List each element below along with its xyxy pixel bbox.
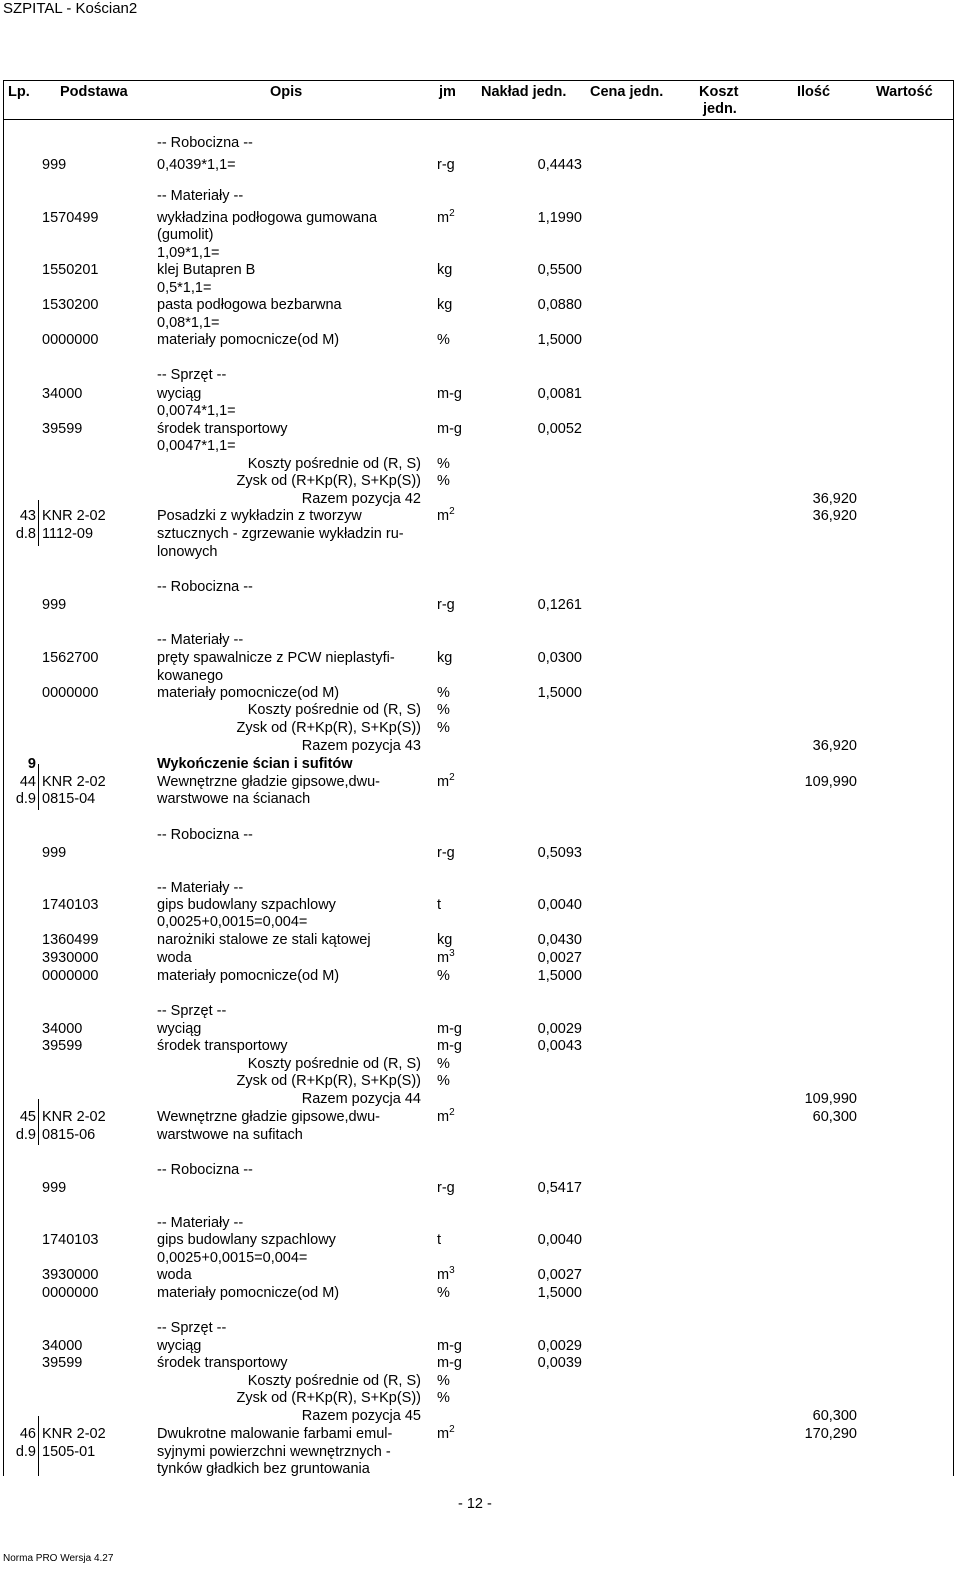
cell-naklad: 0,0039 bbox=[537, 1355, 582, 1371]
cell-ropis: Zysk od (R+Kp(R), S+Kp(S)) bbox=[236, 1073, 421, 1089]
cell-opis: środek transportowy bbox=[157, 1355, 288, 1371]
cell-ropis: Razem pozycja 44 bbox=[301, 1091, 421, 1107]
cell-opis: -- Robocizna -- bbox=[157, 135, 253, 151]
cell-wartosc: 60,300 bbox=[812, 1408, 857, 1424]
cell-opis: materiały pomocnicze(od M) bbox=[157, 968, 340, 984]
cell-opis: gips budowlany szpachlowy bbox=[157, 897, 336, 913]
cell-kod: 34000 bbox=[42, 386, 83, 402]
cell-ropis: Koszty pośrednie od (R, S) bbox=[247, 456, 421, 472]
cell-opis: 1,09*1,1= bbox=[157, 245, 220, 261]
cell-opis: 0,0047*1,1= bbox=[157, 438, 236, 454]
cell-opis: klej Butapren B bbox=[157, 262, 256, 278]
cell-opis: -- Materiały -- bbox=[157, 188, 244, 204]
cell-lp: 44 bbox=[19, 774, 36, 790]
cell-kod: 1740103 bbox=[42, 1232, 99, 1248]
cell-opis: woda bbox=[157, 950, 192, 966]
cell-jm: m-g bbox=[437, 386, 462, 402]
cell-kod: 0815-04 bbox=[42, 791, 96, 807]
column-divider bbox=[38, 1099, 39, 1145]
column-divider bbox=[38, 764, 39, 810]
cell-kod: 0000000 bbox=[42, 968, 99, 984]
cell-naklad: 0,0040 bbox=[537, 897, 582, 913]
cell-naklad: 0,1261 bbox=[537, 597, 582, 613]
cell-opis: -- Robocizna -- bbox=[157, 1162, 253, 1178]
cell-lp: d.9 bbox=[15, 791, 36, 807]
cell-naklad: 1,5000 bbox=[537, 685, 582, 701]
cell-kod: KNR 2-02 bbox=[42, 774, 106, 790]
cell-jm: $m^2$ bbox=[437, 772, 455, 790]
right-border bbox=[953, 80, 954, 1476]
cell-opis: 0,08*1,1= bbox=[157, 315, 220, 331]
cell-wartosc: 36,920 bbox=[812, 491, 857, 507]
cell-kod: KNR 2-02 bbox=[42, 508, 106, 524]
cell-opis: -- Robocizna -- bbox=[157, 579, 253, 595]
cell-opis: 0,4039*1,1= bbox=[157, 157, 236, 173]
cell-opis: materiały pomocnicze(od M) bbox=[157, 685, 340, 701]
cell-kod: 3930000 bbox=[42, 950, 99, 966]
window-title: SZPITAL - Kościan2 bbox=[3, 0, 138, 17]
cell-opis: gips budowlany szpachlowy bbox=[157, 1232, 336, 1248]
header-jm: jm bbox=[439, 84, 456, 100]
cell-naklad: 1,5000 bbox=[537, 1285, 582, 1301]
cell-naklad: 1,5000 bbox=[537, 968, 582, 984]
cell-opis: 0,5*1,1= bbox=[157, 280, 212, 296]
cell-ropis: Zysk od (R+Kp(R), S+Kp(S)) bbox=[236, 473, 421, 489]
cell-naklad: 0,0040 bbox=[537, 1232, 582, 1248]
cell-jm: kg bbox=[437, 932, 453, 948]
cell-opis: tynków gładkich bez gruntowania bbox=[157, 1461, 370, 1477]
cell-opis: -- Robocizna -- bbox=[157, 827, 253, 843]
cell-lp: d.9 bbox=[15, 1444, 36, 1460]
cell-naklad: 0,0029 bbox=[537, 1021, 582, 1037]
cell-jm: % bbox=[437, 1073, 450, 1089]
cell-ropis: Koszty pośrednie od (R, S) bbox=[247, 1056, 421, 1072]
cell-naklad: 0,0043 bbox=[537, 1038, 582, 1054]
header-top-border bbox=[3, 80, 954, 81]
cell-jm: $m^2$ bbox=[437, 1424, 455, 1442]
cell-naklad: 0,0430 bbox=[537, 932, 582, 948]
cell-opis: syjnymi powierzchni wewnętrznych - bbox=[157, 1444, 391, 1460]
header-lp: Lp. bbox=[8, 84, 30, 100]
cell-kod: 39599 bbox=[42, 1355, 83, 1371]
cell-lp: 45 bbox=[19, 1109, 36, 1125]
cell-kod: 1562700 bbox=[42, 650, 99, 666]
cell-ropis: Razem pozycja 43 bbox=[301, 738, 421, 754]
cell-kod: 1505-01 bbox=[42, 1444, 96, 1460]
cell-opis: materiały pomocnicze(od M) bbox=[157, 332, 340, 348]
cell-opis: materiały pomocnicze(od M) bbox=[157, 1285, 340, 1301]
cell-opis: pręty spawalnicze z PCW nieplastyfi- bbox=[157, 650, 395, 666]
cell-ropis: Razem pozycja 45 bbox=[301, 1408, 421, 1424]
cell-opis: 0,0025+0,0015=0,004= bbox=[157, 914, 308, 930]
header-bottom-border bbox=[3, 119, 954, 120]
cell-jm: m-g bbox=[437, 1021, 462, 1037]
cell-jm: % bbox=[437, 685, 450, 701]
cell-kod: 999 bbox=[42, 597, 67, 613]
cell-wartosc: 109,990 bbox=[804, 1091, 857, 1107]
cell-opis: warstwowe na sufitach bbox=[157, 1127, 303, 1143]
cell-lp: d.8 bbox=[15, 526, 36, 542]
cell-naklad: 1,5000 bbox=[537, 332, 582, 348]
cell-kod: 1112-09 bbox=[42, 526, 94, 542]
cell-opis: 0,0074*1,1= bbox=[157, 403, 236, 419]
cell-naklad: 0,5093 bbox=[537, 845, 582, 861]
cell-opis: środek transportowy bbox=[157, 1038, 288, 1054]
cell-opis: -- Sprzęt -- bbox=[157, 1003, 227, 1019]
program-version: Norma PRO Wersja 4.27 bbox=[3, 1553, 114, 1564]
cell-kod: KNR 2-02 bbox=[42, 1426, 106, 1442]
header-ilosc: Ilość bbox=[797, 84, 831, 100]
cell-ropis: Zysk od (R+Kp(R), S+Kp(S)) bbox=[236, 1390, 421, 1406]
left-border bbox=[3, 80, 4, 1476]
cell-jm: % bbox=[437, 1373, 450, 1389]
cell-opis: wyciąg bbox=[157, 1021, 202, 1037]
cell-ropis: Koszty pośrednie od (R, S) bbox=[247, 702, 421, 718]
cell-lp: 46 bbox=[19, 1426, 36, 1442]
cell-jm: % bbox=[437, 968, 450, 984]
cell-naklad: 0,4443 bbox=[537, 157, 582, 173]
cell-kod: 1740103 bbox=[42, 897, 99, 913]
cell-jm: $m^2$ bbox=[437, 208, 455, 226]
cell-kod: 3930000 bbox=[42, 1267, 99, 1283]
cell-lp: 9 bbox=[27, 756, 36, 772]
cell-kod: 0815-06 bbox=[42, 1127, 96, 1143]
cell-lp: 43 bbox=[19, 508, 36, 524]
cell-opis: Wewnętrzne gładzie gipsowe,dwu- bbox=[157, 774, 380, 790]
column-divider bbox=[38, 500, 39, 546]
cell-opis: Posadzki z wykładzin z tworzyw bbox=[157, 508, 362, 524]
cell-ilosc: 60,300 bbox=[812, 1109, 857, 1125]
cell-naklad: 0,0300 bbox=[537, 650, 582, 666]
cell-kod: 999 bbox=[42, 845, 67, 861]
cell-opis: kowanego bbox=[157, 668, 224, 684]
cell-jm: r-g bbox=[437, 597, 455, 613]
header-wartosc: Wartość bbox=[876, 84, 933, 100]
cell-kod: 1360499 bbox=[42, 932, 99, 948]
header-naklad: Nakład jedn. bbox=[481, 84, 567, 100]
page-number: - 12 - bbox=[458, 1496, 492, 1512]
cell-opis: wykładzina podłogowa gumowana bbox=[157, 210, 378, 226]
cell-opis: pasta podłogowa bezbarwna bbox=[157, 297, 342, 313]
cell-opis: -- Materiały -- bbox=[157, 1215, 244, 1231]
cell-ropis: Zysk od (R+Kp(R), S+Kp(S)) bbox=[236, 720, 421, 736]
cell-jm: % bbox=[437, 456, 450, 472]
cell-kod: 0000000 bbox=[42, 685, 99, 701]
cell-kod: 1530200 bbox=[42, 297, 99, 313]
column-divider bbox=[38, 1416, 39, 1476]
cell-opis: -- Materiały -- bbox=[157, 632, 244, 648]
cell-wartosc: 36,920 bbox=[812, 738, 857, 754]
cell-naklad: 0,0052 bbox=[537, 421, 582, 437]
cell-naklad: 0,0880 bbox=[537, 297, 582, 313]
header-opis: Opis bbox=[270, 84, 303, 100]
cell-kod: 999 bbox=[42, 1180, 67, 1196]
cell-jm: m-g bbox=[437, 421, 462, 437]
cell-jm: % bbox=[437, 332, 450, 348]
cell-jm: r-g bbox=[437, 157, 455, 173]
cell-opis: Wykończenie ścian i sufitów bbox=[157, 756, 353, 772]
cell-jm: % bbox=[437, 1285, 450, 1301]
cell-jm: r-g bbox=[437, 845, 455, 861]
cell-kod: 34000 bbox=[42, 1021, 83, 1037]
cell-opis: Dwukrotne malowanie farbami emul- bbox=[157, 1426, 393, 1442]
cell-jm: m-g bbox=[437, 1355, 462, 1371]
cell-ropis: Koszty pośrednie od (R, S) bbox=[247, 1373, 421, 1389]
cell-jm: m-g bbox=[437, 1338, 462, 1354]
header-koszt: Koszt bbox=[699, 84, 739, 100]
cell-kod: KNR 2-02 bbox=[42, 1109, 106, 1125]
cell-jm: % bbox=[437, 1056, 450, 1072]
cell-opis: środek transportowy bbox=[157, 421, 288, 437]
cell-kod: 1550201 bbox=[42, 262, 99, 278]
header-koszt-jedn: jedn. bbox=[703, 101, 737, 117]
cell-jm: $m^3$ bbox=[437, 1265, 455, 1283]
cell-jm: t bbox=[437, 1232, 442, 1248]
cell-opis: woda bbox=[157, 1267, 192, 1283]
cell-opis: wyciąg bbox=[157, 386, 202, 402]
header-cena: Cena jedn. bbox=[590, 84, 664, 100]
cell-kod: 0000000 bbox=[42, 1285, 99, 1301]
cell-opis: -- Sprzęt -- bbox=[157, 1320, 227, 1336]
cell-opis: (gumolit) bbox=[157, 227, 214, 243]
cell-jm: kg bbox=[437, 297, 453, 313]
cell-ilosc: 170,290 bbox=[804, 1426, 857, 1442]
cell-opis: -- Sprzęt -- bbox=[157, 367, 227, 383]
cell-opis: warstwowe na ścianach bbox=[157, 791, 311, 807]
cell-lp: d.9 bbox=[15, 1127, 36, 1143]
cell-jm: % bbox=[437, 720, 450, 736]
cell-kod: 999 bbox=[42, 157, 67, 173]
cell-naklad: 0,0027 bbox=[537, 950, 582, 966]
cell-ropis: Razem pozycja 42 bbox=[301, 491, 421, 507]
cell-kod: 39599 bbox=[42, 421, 83, 437]
cell-jm: r-g bbox=[437, 1180, 455, 1196]
cell-naklad: 0,0027 bbox=[537, 1267, 582, 1283]
header-podstawa: Podstawa bbox=[60, 84, 128, 100]
cell-opis: lonowych bbox=[157, 544, 218, 560]
cell-jm: $m^2$ bbox=[437, 1107, 455, 1125]
cell-jm: m-g bbox=[437, 1038, 462, 1054]
cell-kod: 1570499 bbox=[42, 210, 99, 226]
cell-jm: % bbox=[437, 473, 450, 489]
cell-kod: 0000000 bbox=[42, 332, 99, 348]
cell-naklad: 0,5500 bbox=[537, 262, 582, 278]
cell-ilosc: 36,920 bbox=[812, 508, 857, 524]
cell-jm: % bbox=[437, 702, 450, 718]
cell-jm: % bbox=[437, 1390, 450, 1406]
cell-opis: sztucznych - zgrzewanie wykładzin ru- bbox=[157, 526, 404, 542]
cell-kod: 39599 bbox=[42, 1038, 83, 1054]
cell-ilosc: 109,990 bbox=[804, 774, 857, 790]
cell-opis: Wewnętrzne gładzie gipsowe,dwu- bbox=[157, 1109, 380, 1125]
cell-naklad: 0,5417 bbox=[537, 1180, 582, 1196]
cell-jm: kg bbox=[437, 262, 453, 278]
cell-naklad: 0,0081 bbox=[537, 386, 582, 402]
cell-kod: 34000 bbox=[42, 1338, 83, 1354]
cell-jm: t bbox=[437, 897, 442, 913]
cell-opis: -- Materiały -- bbox=[157, 880, 244, 896]
cell-naklad: 1,1990 bbox=[537, 210, 582, 226]
cell-jm: $m^3$ bbox=[437, 948, 455, 966]
cell-jm: kg bbox=[437, 650, 453, 666]
cell-opis: wyciąg bbox=[157, 1338, 202, 1354]
cell-opis: narożniki stalowe ze stali kątowej bbox=[157, 932, 371, 948]
cell-jm: $m^2$ bbox=[437, 506, 455, 524]
cell-naklad: 0,0029 bbox=[537, 1338, 582, 1354]
cell-opis: 0,0025+0,0015=0,004= bbox=[157, 1250, 308, 1266]
